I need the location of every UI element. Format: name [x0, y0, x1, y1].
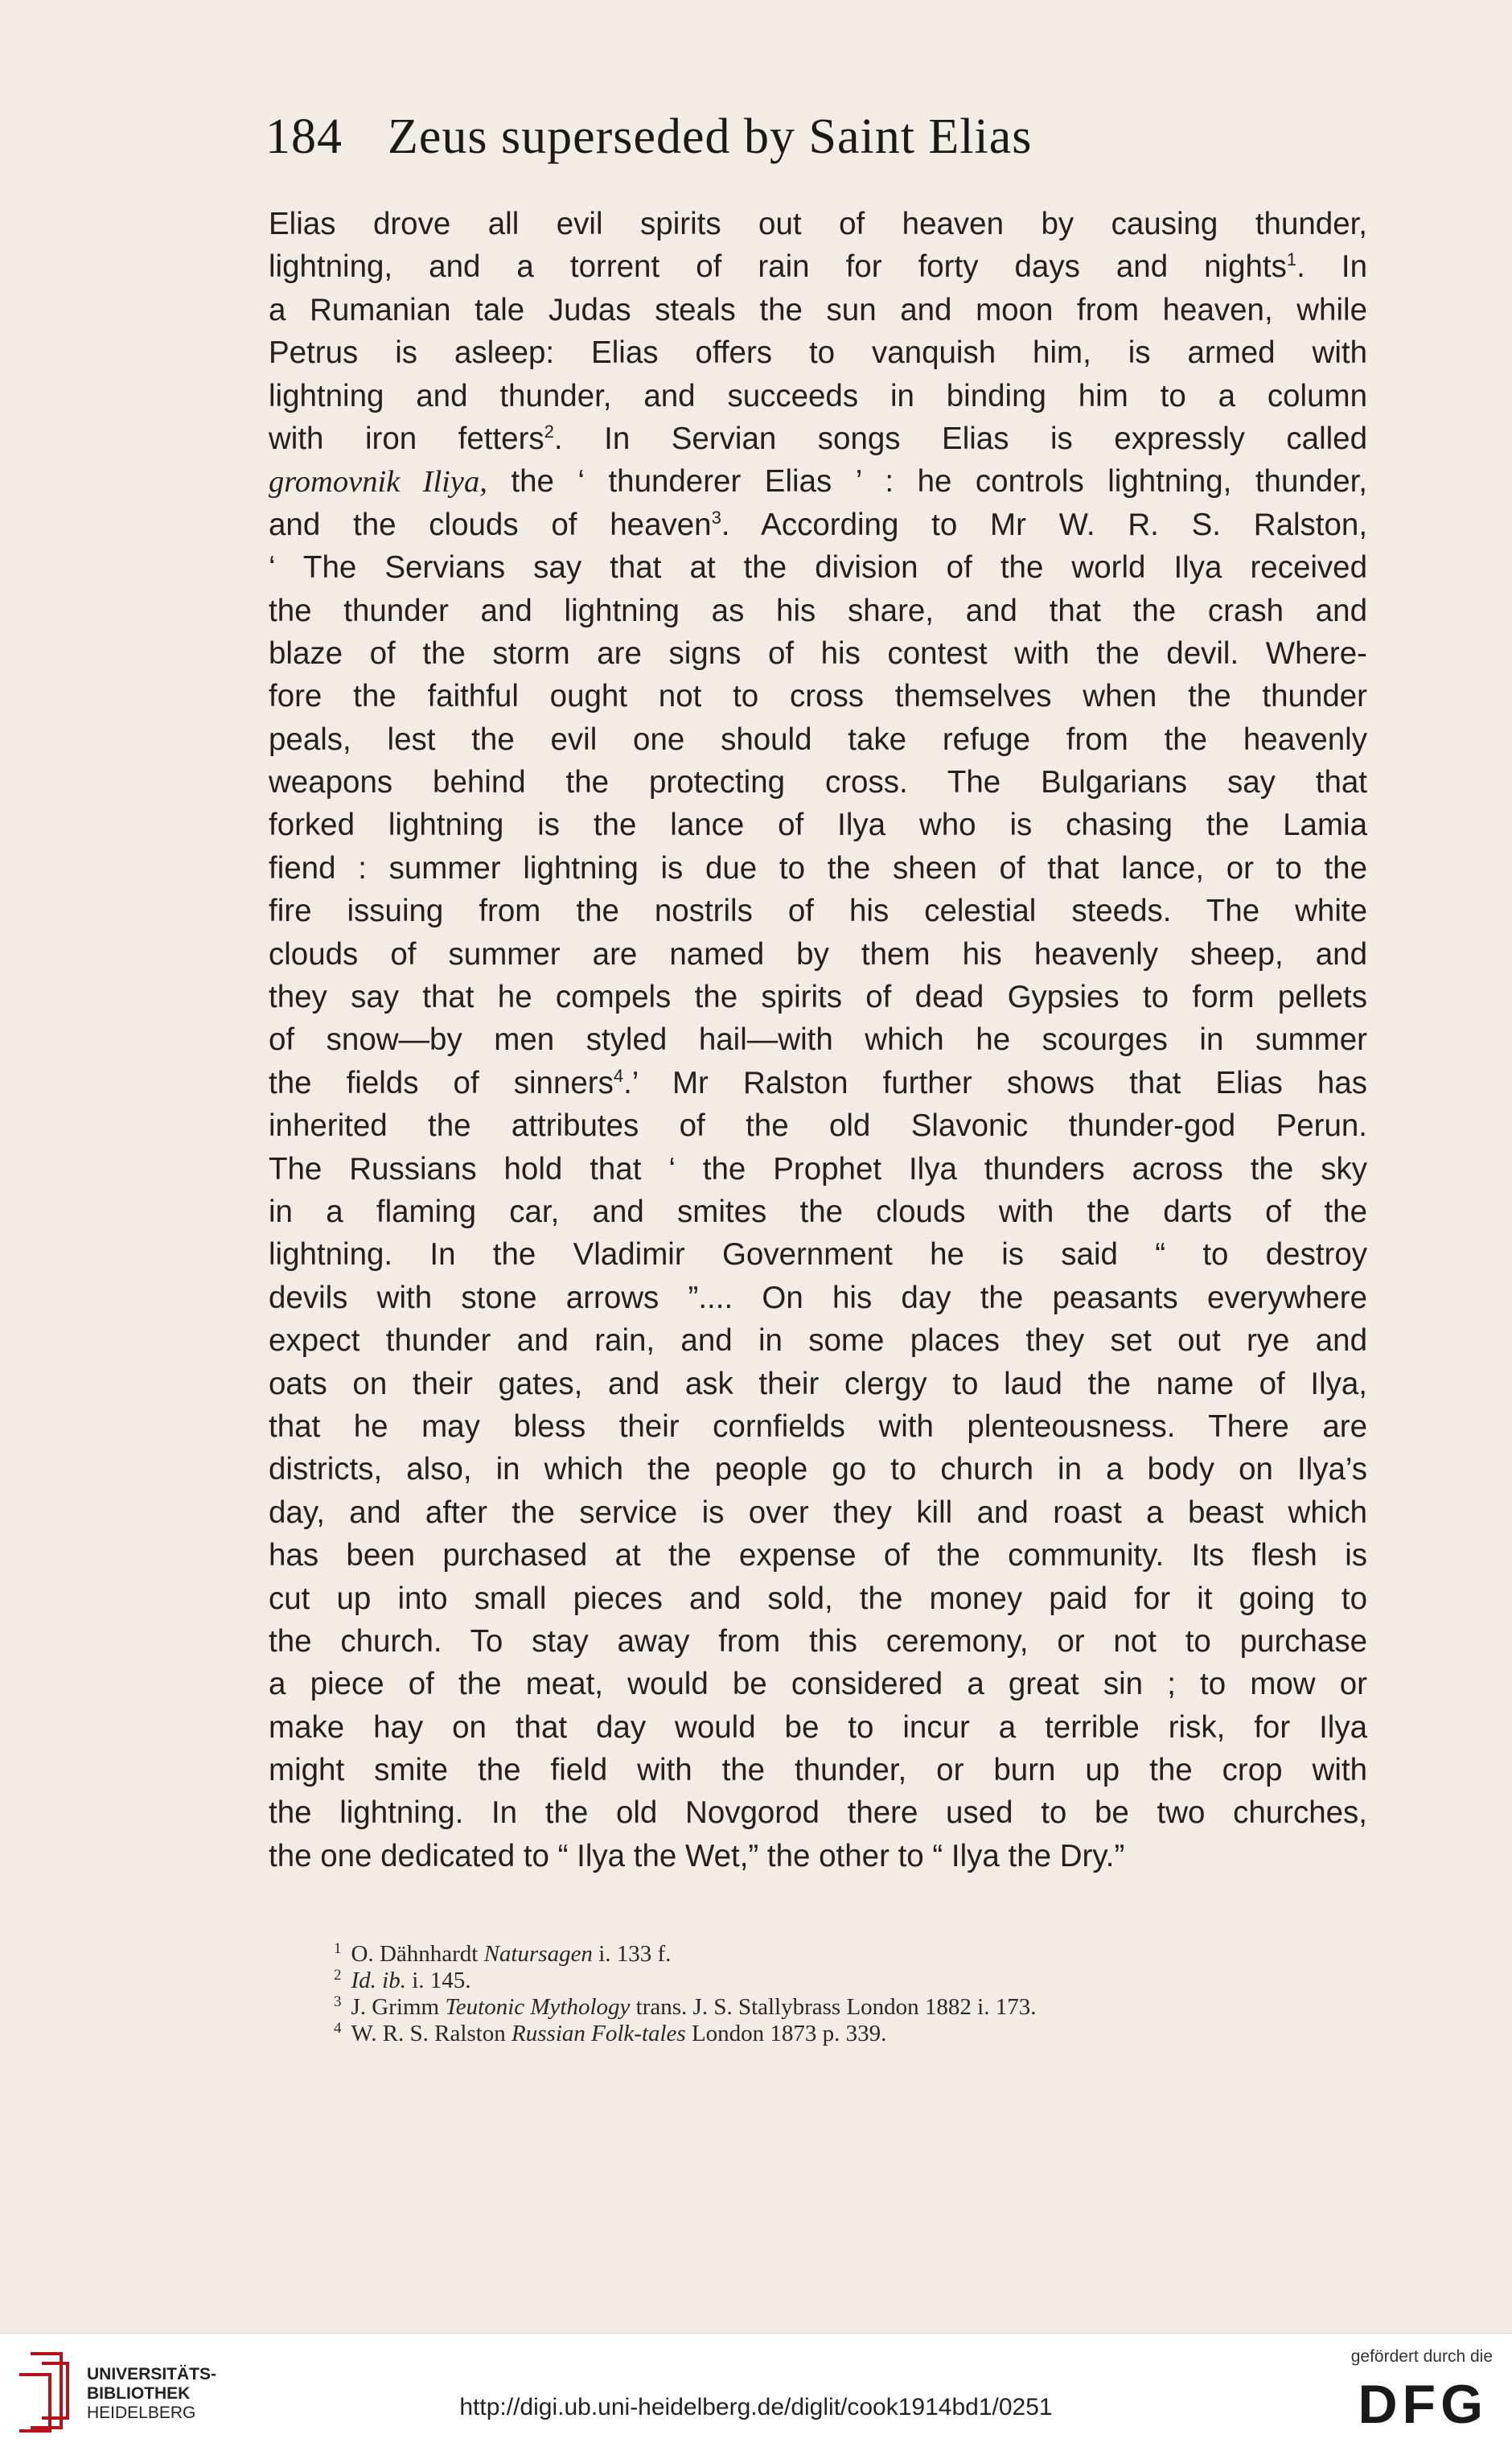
text-line: weapons behind the protecting cross. The Bulgarians say that	[269, 765, 1367, 800]
text-line: oats on their gates, and ask their clergy to laud the name of Ilya,	[269, 1366, 1367, 1401]
footnote-ref: 1	[1286, 249, 1297, 270]
text-line: cut up into small pieces and sold, the money paid for it going to	[269, 1581, 1367, 1616]
dfg-logo[interactable]: DFG	[1358, 2374, 1488, 2435]
text-line: the thunder and lightning as his share, and that the crash and	[269, 593, 1367, 628]
text-line: has been purchased at the expense of the community. Its flesh is	[269, 1538, 1367, 1573]
footnotes	[334, 1941, 1379, 2047]
text-line: of snow—by men styled hail—with which he scourges in summer	[269, 1022, 1367, 1058]
text-line: the one dedicated to “ Ilya the Wet,” the other to “ Ilya the Dry.”	[269, 1838, 1125, 1873]
text-line: and the clouds of heaven$^3$. According to Mr W. R. S. Ralston,	[269, 507, 1368, 542]
text-line: Elias drove all evil spirits out of heaven by causing thunder,	[269, 207, 1367, 241]
library-logo-icon	[14, 2347, 72, 2436]
text-line: peals, lest the evil one should take refuge from the heavenly	[269, 722, 1367, 757]
viewer-footer	[0, 2333, 1512, 2447]
text-line: the lightning. In the old Novgorod there used to be two churches,	[269, 1795, 1367, 1831]
permalink-url[interactable]: http://digi.ub.uni-heidelberg.de/diglit/cook1914bd1/0251	[459, 2394, 1053, 2420]
text-line: with iron fetters$^2$. In Servian songs Elias is expressly called	[269, 421, 1367, 456]
text-line: gromovnik Iliya, the ‘ thunderer Elias ’ : he controls lightning, thunder,	[269, 464, 1367, 500]
footnote: $^4$ W. R. S. Ralston Russian Folk-tales London 1873 p. 339.	[334, 2020, 887, 2046]
running-header	[265, 109, 1247, 166]
text-line: blaze of the storm are signs of his contest with the devil. Where-	[269, 635, 1367, 671]
text-line: lightning and thunder, and succeeds in binding him to a column	[269, 378, 1367, 413]
text-line: forked lightning is the lance of Ilya who is chasing the Lamia	[269, 808, 1367, 843]
footnote: $^3$ J. Grimm Teutonic Mythology trans. J. S. Stallybrass London 1882 i. 173.	[334, 1993, 1037, 2020]
text-line: they say that he compels the spirits of dead Gypsies to form pellets	[269, 980, 1367, 1015]
text-line: Petrus is asleep: Elias offers to vanquish him, is armed with	[269, 335, 1367, 371]
text-line: make hay on that day would be to incur a terrible risk, for Ilya	[269, 1709, 1367, 1745]
text-line: a Rumanian tale Judas steals the sun and moon from heaven, while	[269, 292, 1367, 327]
text-line: the church. To stay away from this ceremony, or not to purchase	[269, 1623, 1367, 1659]
library-name[interactable]: UNIVERSITÄTS- BIBLIOTHEK HEIDELBERG	[87, 2365, 217, 2422]
running-title: Zeus superseded by Saint Elias	[388, 109, 1033, 164]
footnote-ref: 4	[613, 1065, 624, 1086]
text-line: in a flaming car, and smites the clouds with the darts of the	[269, 1194, 1367, 1229]
footnote: $^2$ Id. ib. i. 145.	[334, 1967, 471, 1993]
text-line: clouds of summer are named by them his heavenly sheep, and	[269, 936, 1367, 972]
body-text	[269, 203, 1367, 1877]
text-line: the fields of sinners$^4$.’ Mr Ralston further shows that Elias has	[269, 1065, 1367, 1100]
text-line: lightning, and a torrent of rain for forty days and nights$^1$. In	[269, 249, 1367, 285]
text-line: fire issuing from the nostrils of his celestial steeds. The white	[269, 894, 1367, 929]
text-line: day, and after the service is over they kill and roast a beast which	[269, 1495, 1367, 1530]
text-line: expect thunder and rain, and in some places they set out rye and	[269, 1323, 1367, 1359]
footnote-ref: 3	[711, 507, 721, 528]
footnote: $^1$ O. Dähnhardt Natursagen i. 133 f.	[334, 1940, 672, 1967]
text-line: a piece of the meat, would be considered a great sin ; to mow or	[269, 1667, 1367, 1702]
footnote-ref: 2	[544, 421, 554, 442]
text-line: lightning. In the Vladimir Government he is said “ to destroy	[269, 1237, 1367, 1273]
text-line: The Russians hold that ‘ the Prophet Ilya thunders across the sky	[269, 1151, 1367, 1186]
text-line: inherited the attributes of the old Slavonic thunder-god Perun.	[269, 1108, 1367, 1144]
funding-note: gefördert durch die	[1350, 2347, 1493, 2366]
text-line: fore the faithful ought not to cross themselves when the thunder	[269, 679, 1367, 714]
text-line: that he may bless their cornfields with plenteousness. There are	[269, 1409, 1367, 1444]
text-line: might smite the field with the thunder, or burn up the crop with	[269, 1753, 1367, 1788]
page-number: 184	[265, 109, 343, 164]
text-line: districts, also, in which the people go to church in a body on Ilya’s	[269, 1452, 1367, 1487]
text-line: devils with stone arrows ”.... On his day the peasants everywhere	[269, 1280, 1367, 1315]
text-line: ‘ The Servians say that at the division of the world Ilya received	[269, 550, 1367, 586]
text-line: fiend : summer lightning is due to the sheen of that lance, or to the	[269, 850, 1367, 886]
